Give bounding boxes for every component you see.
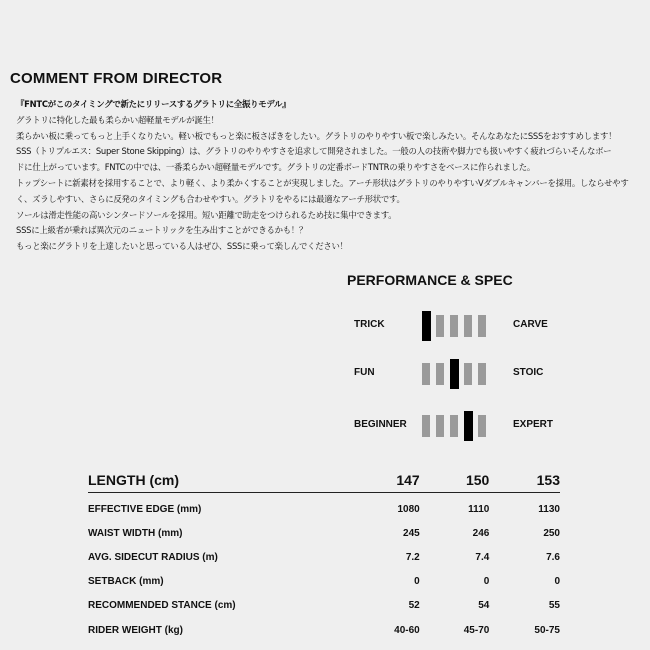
scale-segment: [478, 415, 486, 437]
spec-label: WAIST WIDTH (mm): [88, 527, 183, 539]
comment-line: く、ズラしやすい、さらに反発のタイミングも合わせやすい。グラトリをやるには最適なアーチ形状です。: [16, 193, 405, 204]
spec-value: 0: [554, 576, 560, 588]
performance-scale: [422, 411, 494, 441]
spec-label: RIDER WEIGHT (kg): [88, 624, 183, 636]
section-heading: COMMENT FROM DIRECTOR: [10, 70, 223, 87]
performance-row-fun-stoic: [354, 359, 564, 389]
comment-line: グラトリに特化した最も柔らかい超軽量モデルが誕生！: [16, 114, 219, 125]
spec-header-row: [88, 466, 560, 493]
length-header: LENGTH (cm): [88, 466, 356, 493]
comment-line: SSS（トリプルエス：Super Stone Skipping）は、グラトリのやりやすさを追求して開発されました。一般の人の技術や脚力でも扱いやすく疲れづらいそんなボー: [16, 146, 612, 157]
spec-value: 50-75: [534, 624, 560, 636]
scale-segment: [436, 415, 444, 437]
spec-value: 54: [478, 600, 490, 612]
spec-value: 1080: [397, 503, 420, 515]
scale-segment: [478, 315, 486, 337]
spec-table: [88, 466, 560, 642]
spec-label: SETBACK (mm): [88, 576, 164, 588]
scale-marker: [422, 311, 431, 341]
performance-left-label: FUN: [354, 367, 375, 378]
spec-row-effective-edge: [88, 493, 560, 522]
scale-segment: [422, 363, 430, 385]
size-header: 153: [489, 466, 560, 493]
spec-value: 0: [483, 576, 490, 588]
performance-title: PERFORMANCE & SPEC: [347, 272, 513, 288]
comment-line: 柔らかい板に乗ってもっと上手くなりたい。軽い板でもっと楽に板さばきをしたい。グラトリのやりやすい板で楽しみたい。そんなあなたにSSSをおすすめします！: [16, 130, 617, 141]
spec-value: 7.2: [405, 551, 420, 563]
spec-row-rider-weight: [88, 618, 560, 642]
comment-line: SSSに上級者が乗れば異次元のニュートリックを生み出すことができるかも！？: [16, 225, 308, 236]
spec-value: 55: [548, 600, 560, 612]
spec-value: 1110: [468, 503, 490, 515]
comment-line: トップシートに新素材を採用することで、より軽く、より柔かくすることが実現しました。アーチ形状はグラトリのやりやすいVダブルキャンバーを採用。しならせやす: [16, 177, 629, 188]
scale-segment: [464, 315, 472, 337]
scale-segment: [436, 315, 444, 337]
spec-value: 250: [543, 527, 560, 539]
comment-line: もっと楽にグラトリを上達したいと思っている人はぜひ、SSSに乗って楽しんでください！: [16, 241, 348, 252]
performance-scale: [422, 359, 494, 389]
spec-label: AVG. SIDECUT RADIUS (m): [88, 551, 218, 563]
comment-line: ドに仕上がっています。FNTCの中では、一番柔らかい超軽量モデルです。グラトリの定番ボードTNTRの乗りやすさをベースに作られました。: [16, 162, 536, 173]
spec-value: 7.6: [546, 551, 560, 563]
director-comment: [10, 97, 642, 255]
spec-value: 0: [414, 576, 420, 588]
performance-right-label: EXPERT: [513, 419, 554, 430]
spec-label: RECOMMENDED STANCE (cm): [88, 600, 236, 612]
scale-marker: [464, 411, 473, 441]
size-header: 150: [420, 466, 490, 493]
spec-row-waist-width: [88, 521, 560, 545]
performance-row-beginner-expert: [354, 411, 564, 441]
spec-label: EFFECTIVE EDGE (mm): [88, 503, 202, 515]
spec-row-sidecut-radius: [88, 545, 560, 569]
performance-left-label: TRICK: [354, 319, 385, 330]
size-header: 147: [356, 466, 419, 493]
performance-row-trick-carve: [354, 311, 564, 341]
scale-segment: [478, 363, 486, 385]
spec-value: 246: [472, 527, 490, 539]
performance-left-label: BEGINNER: [354, 419, 407, 430]
spec-value: 1130: [538, 503, 560, 515]
spec-value: 7.4: [475, 551, 490, 563]
performance-scale: [422, 311, 494, 341]
comment-line: ソールは滑走性能の高いシンタードソールを採用。短い距離で助走をつけられるため技に集中できます。: [16, 209, 397, 220]
spec-value: 45-70: [463, 624, 490, 636]
scale-segment: [422, 415, 430, 437]
spec-value: 52: [408, 600, 420, 612]
spec-value: 245: [403, 527, 420, 539]
performance-right-label: CARVE: [513, 319, 548, 330]
performance-right-label: STOIC: [513, 367, 544, 378]
comment-lead: 『FNTCがこのタイミングで新たにリリースするグラトリに全振りモデル』: [16, 99, 291, 109]
scale-segment: [464, 363, 472, 385]
scale-segment: [450, 315, 458, 337]
scale-segment: [436, 363, 444, 385]
scale-marker: [450, 359, 459, 389]
spec-value: 40-60: [394, 624, 420, 636]
scale-segment: [450, 415, 458, 437]
spec-row-setback: [88, 570, 560, 594]
spec-row-recommended-stance: [88, 594, 560, 618]
